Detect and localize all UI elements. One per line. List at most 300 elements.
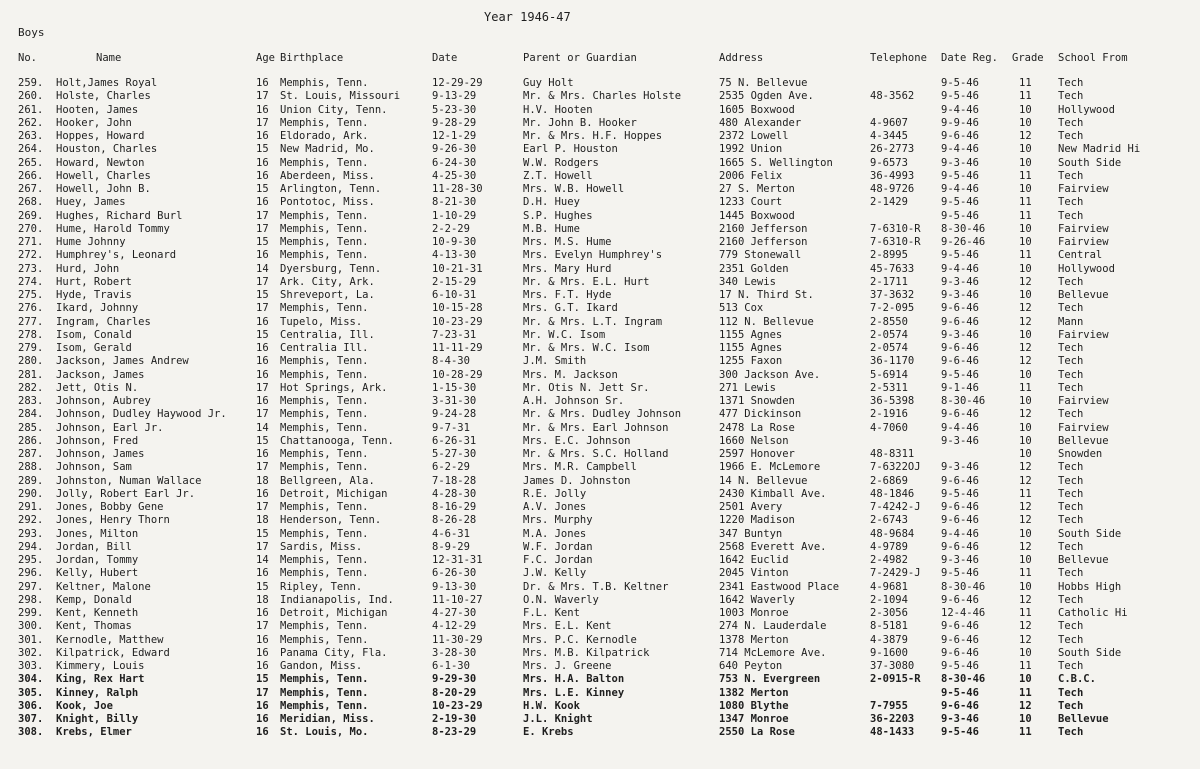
date-registered: 9-9-46 <box>941 116 979 129</box>
birthplace: Memphis, Tenn. <box>280 567 369 580</box>
date-registered: 9-6-46 <box>941 130 979 142</box>
row-number: 264. <box>18 143 44 156</box>
row-number: 267. <box>18 183 44 195</box>
address: 2597 Honover <box>719 448 795 460</box>
birthplace: Memphis, Tenn. <box>280 527 369 540</box>
school-from: Fairview <box>1058 328 1109 341</box>
school-from: Tech <box>1058 90 1084 103</box>
age: 15 <box>256 434 269 447</box>
telephone: 4-9789 <box>870 540 908 553</box>
birthplace: Ark. City, Ark. <box>280 275 375 288</box>
date-registered: 9-4-46 <box>941 421 979 434</box>
parent-guardian: F.C. Jordan <box>523 554 593 566</box>
table-row <box>0 90 1200 103</box>
table-row <box>0 355 1200 368</box>
table-row <box>0 342 1200 355</box>
birthplace: Meridian, Miss. <box>280 713 375 725</box>
header-date: Date <box>432 52 458 64</box>
parent-guardian: Mr. Otis N. Jett Sr. <box>523 381 650 394</box>
birth-date: 10-21-31 <box>432 262 483 275</box>
parent-guardian: Mrs. J. Greene <box>523 660 612 672</box>
parent-guardian: J.L. Knight <box>523 713 593 725</box>
student-name: Kemp, Donald <box>56 593 132 606</box>
telephone: 2-1094 <box>870 593 908 606</box>
birth-date: 8-23-29 <box>432 726 477 739</box>
grade: 11 <box>1019 607 1032 619</box>
birth-date: 9-29-30 <box>432 673 477 686</box>
school-from: C.B.C. <box>1058 673 1096 686</box>
birthplace: Memphis, Tenn. <box>280 156 369 169</box>
table-row <box>0 369 1200 382</box>
date-registered: 9-5-46 <box>941 726 979 739</box>
telephone: 4-9681 <box>870 580 908 593</box>
header-parent: Parent or Guardian <box>523 52 637 64</box>
telephone: 48-1846 <box>870 487 915 500</box>
address: 1642 Waverly <box>719 593 795 606</box>
age: 17 <box>256 90 269 103</box>
student-name: Hoppes, Howard <box>56 130 145 142</box>
row-number: 289. <box>18 474 44 487</box>
school-from: Fairview <box>1058 395 1109 407</box>
parent-guardian: Mr. & Mrs. Dudley Johnson <box>523 408 682 421</box>
row-number: 304. <box>18 673 44 686</box>
date-registered: 9-5-46 <box>941 90 979 103</box>
date-registered: 9-6-46 <box>941 646 979 659</box>
telephone: 4-7060 <box>870 421 908 434</box>
date-registered: 9-6-46 <box>941 620 979 633</box>
table-row <box>0 673 1200 686</box>
address: 2160 Jefferson <box>719 222 808 235</box>
row-number: 296. <box>18 567 44 580</box>
telephone: 48-1433 <box>870 726 915 739</box>
grade: 12 <box>1019 408 1032 421</box>
row-number: 275. <box>18 289 44 301</box>
header-date-reg: Date Reg. <box>941 52 998 64</box>
row-number: 302. <box>18 646 44 659</box>
row-number: 266. <box>18 169 44 182</box>
age: 16 <box>256 567 269 580</box>
birthplace: Memphis, Tenn. <box>280 395 369 407</box>
telephone: 7-4242-J <box>870 501 921 513</box>
birth-date: 11-28-30 <box>432 183 483 195</box>
date-registered: 9-3-46 <box>941 461 979 474</box>
birth-date: 10-28-29 <box>432 368 483 381</box>
telephone: 37-3632 <box>870 289 915 301</box>
telephone: 2-1711 <box>870 275 908 288</box>
telephone: 2-5311 <box>870 381 908 394</box>
age: 17 <box>256 222 269 235</box>
telephone: 4-3445 <box>870 130 908 142</box>
grade: 11 <box>1019 169 1032 182</box>
date-registered: 9-5-46 <box>941 686 979 699</box>
birthplace: Detroit, Michigan <box>280 607 388 619</box>
table-row <box>0 170 1200 183</box>
telephone: 2-1429 <box>870 196 908 209</box>
age: 16 <box>256 196 269 209</box>
grade: 12 <box>1019 342 1032 354</box>
date-registered: 9-6-46 <box>941 699 979 712</box>
birth-date: 3-28-30 <box>432 646 477 659</box>
birthplace: Memphis, Tenn. <box>280 699 369 712</box>
age: 16 <box>256 156 269 169</box>
birth-date: 5-23-30 <box>432 103 477 116</box>
grade: 10 <box>1019 580 1032 593</box>
student-name: Howell, John B. <box>56 183 151 195</box>
age: 15 <box>256 183 269 195</box>
age: 16 <box>256 249 269 262</box>
telephone: 36-4993 <box>870 169 915 182</box>
parent-guardian: Mr. & Mrs. W.C. Isom <box>523 342 650 354</box>
age: 17 <box>256 686 269 699</box>
birth-date: 7-23-31 <box>432 328 477 341</box>
address: 1255 Faxon <box>719 355 783 368</box>
student-name: Kimmery, Louis <box>56 660 145 672</box>
birth-date: 7-18-28 <box>432 474 477 487</box>
header-age: Age <box>256 52 275 64</box>
birthplace: Detroit, Michigan <box>280 487 388 500</box>
row-number: 262. <box>18 116 44 129</box>
grade: 11 <box>1019 660 1032 672</box>
address: 2550 La Rose <box>719 726 795 739</box>
telephone: 48-9726 <box>870 183 915 195</box>
row-number: 285. <box>18 421 44 434</box>
age: 16 <box>256 342 269 354</box>
parent-guardian: W.W. Rodgers <box>523 156 599 169</box>
school-from: Central <box>1058 249 1103 262</box>
birthplace: Memphis, Tenn. <box>280 554 369 566</box>
row-number: 276. <box>18 302 44 315</box>
school-from: Bellevue <box>1058 289 1109 301</box>
row-number: 260. <box>18 90 44 103</box>
parent-guardian: Mrs. M.R. Campbell <box>523 461 637 474</box>
school-from: Tech <box>1058 302 1084 315</box>
birthplace: Memphis, Tenn. <box>280 408 369 421</box>
student-name: Isom, Conald <box>56 328 132 341</box>
age: 16 <box>256 315 269 328</box>
student-name: Isom, Gerald <box>56 342 132 354</box>
address: 477 Dickinson <box>719 408 802 421</box>
telephone: 8-5181 <box>870 620 908 633</box>
table-row <box>0 117 1200 130</box>
birthplace: Memphis, Tenn. <box>280 448 369 460</box>
address: 1382 Merton <box>719 686 789 699</box>
birth-date: 4-12-29 <box>432 620 477 633</box>
telephone: 48-9684 <box>870 527 915 540</box>
table-row <box>0 236 1200 249</box>
address: 1378 Merton <box>719 633 789 646</box>
date-registered: 8-30-46 <box>941 673 986 686</box>
table-row <box>0 660 1200 673</box>
grade: 12 <box>1019 633 1032 646</box>
age: 17 <box>256 116 269 129</box>
birthplace: Memphis, Tenn. <box>280 249 369 262</box>
birth-date: 9-13-29 <box>432 90 477 103</box>
row-number: 295. <box>18 554 44 566</box>
date-registered: 9-3-46 <box>941 156 979 169</box>
age: 16 <box>256 355 269 368</box>
grade: 12 <box>1019 699 1032 712</box>
student-name: Hooten, James <box>56 103 139 116</box>
telephone: 45-7633 <box>870 262 915 275</box>
student-name: Ikard, Johnny <box>56 302 139 315</box>
birthplace: Panama City, Fla. <box>280 646 388 659</box>
age: 16 <box>256 448 269 460</box>
row-number: 291. <box>18 501 44 513</box>
row-number: 283. <box>18 395 44 407</box>
date-registered: 9-5-46 <box>941 209 979 222</box>
row-number: 261. <box>18 103 44 116</box>
date-registered: 8-30-46 <box>941 395 986 407</box>
birthplace: Tupelo, Miss. <box>280 315 363 328</box>
header-birthplace: Birthplace <box>280 52 344 64</box>
table-row <box>0 647 1200 660</box>
student-name: Johnson, Earl Jr. <box>56 421 164 434</box>
date-registered: 9-4-46 <box>941 527 979 540</box>
table-row <box>0 501 1200 514</box>
grade: 11 <box>1019 487 1032 500</box>
birthplace: Ripley, Tenn. <box>280 580 363 593</box>
birthplace: Memphis, Tenn. <box>280 461 369 474</box>
student-name: Hume Johnny <box>56 236 126 248</box>
age: 15 <box>256 673 269 686</box>
birth-date: 9-13-30 <box>432 580 477 593</box>
student-name: Humphrey's, Leonard <box>56 249 177 262</box>
address: 1003 Monroe <box>719 607 789 619</box>
date-registered: 9-3-46 <box>941 289 979 301</box>
date-registered: 9-6-46 <box>941 633 979 646</box>
age: 15 <box>256 527 269 540</box>
row-number: 307. <box>18 713 44 725</box>
table-row <box>0 104 1200 117</box>
date-registered: 9-5-46 <box>941 249 979 262</box>
school-from: South Side <box>1058 527 1122 540</box>
address: 2006 Felix <box>719 169 783 182</box>
age: 16 <box>256 633 269 646</box>
row-number: 306. <box>18 699 44 712</box>
grade: 10 <box>1019 434 1032 447</box>
row-number: 292. <box>18 514 44 527</box>
student-name: Johnson, Sam <box>56 461 132 474</box>
row-number: 265. <box>18 156 44 169</box>
birthplace: Pontotoc, Miss. <box>280 196 375 209</box>
grade: 10 <box>1019 328 1032 341</box>
address: 14 N. Bellevue <box>719 474 808 487</box>
telephone: 36-2203 <box>870 713 915 725</box>
school-from: Tech <box>1058 461 1084 474</box>
row-number: 298. <box>18 593 44 606</box>
header-school-from: School From <box>1058 52 1128 64</box>
address: 271 Lewis <box>719 381 776 394</box>
school-from: Tech <box>1058 381 1084 394</box>
student-name: Hurd, John <box>56 262 120 275</box>
row-number: 281. <box>18 368 44 381</box>
birth-date: 6-10-31 <box>432 289 477 301</box>
grade: 10 <box>1019 156 1032 169</box>
age: 17 <box>256 540 269 553</box>
row-number: 290. <box>18 487 44 500</box>
parent-guardian: Mr. & Mrs. Earl Johnson <box>523 421 669 434</box>
birthplace: Memphis, Tenn. <box>280 686 369 699</box>
parent-guardian: M.B. Hume <box>523 222 580 235</box>
age: 17 <box>256 302 269 315</box>
parent-guardian: S.P. Hughes <box>523 209 593 222</box>
telephone: 2-8550 <box>870 315 908 328</box>
row-number: 279. <box>18 342 44 354</box>
birth-date: 4-27-30 <box>432 607 477 619</box>
address: 1660 Nelson <box>719 434 789 447</box>
birthplace: Henderson, Tenn. <box>280 514 382 527</box>
date-registered: 9-5-46 <box>941 567 979 580</box>
parent-guardian: Mrs. P.C. Kernodle <box>523 633 637 646</box>
parent-guardian: Z.T. Howell <box>523 169 593 182</box>
birthplace: Memphis, Tenn. <box>280 421 369 434</box>
parent-guardian: Guy Holt <box>523 77 574 89</box>
address: 1347 Monroe <box>719 713 789 725</box>
grade: 11 <box>1019 249 1032 262</box>
birthplace: Union City, Tenn. <box>280 103 388 116</box>
row-number: 308. <box>18 726 44 739</box>
school-from: Mann <box>1058 315 1084 328</box>
student-name: Johnson, Aubrey <box>56 395 151 407</box>
age: 17 <box>256 209 269 222</box>
birthplace: Indianapolis, Ind. <box>280 593 394 606</box>
parent-guardian: A.V. Jones <box>523 501 587 513</box>
birth-date: 5-27-30 <box>432 448 477 460</box>
header-name: Name <box>96 52 122 64</box>
school-from: Fairview <box>1058 222 1109 235</box>
parent-guardian: O.N. Waverly <box>523 593 599 606</box>
school-from: Catholic Hi <box>1058 607 1128 619</box>
table-row <box>0 143 1200 156</box>
birthplace: Chattanooga, Tenn. <box>280 434 394 447</box>
student-name: Kilpatrick, Edward <box>56 646 170 659</box>
student-name: Jones, Milton <box>56 527 139 540</box>
table-row <box>0 183 1200 196</box>
parent-guardian: Mr. & Mrs. S.C. Holland <box>523 448 669 460</box>
birthplace: St. Louis, Mo. <box>280 726 369 739</box>
row-number: 297. <box>18 580 44 593</box>
birth-date: 1-10-29 <box>432 209 477 222</box>
telephone: 7-2429-J <box>870 567 921 580</box>
student-name: Kernodle, Matthew <box>56 633 164 646</box>
parent-guardian: Mrs. M.B. Kilpatrick <box>523 646 650 659</box>
table-row <box>0 157 1200 170</box>
parent-guardian: J.M. Smith <box>523 355 587 368</box>
telephone: 4-3879 <box>870 633 908 646</box>
school-from: Tech <box>1058 633 1084 646</box>
birthplace: Memphis, Tenn. <box>280 673 369 686</box>
birth-date: 4-28-30 <box>432 487 477 500</box>
birth-date: 2-15-29 <box>432 275 477 288</box>
table-row <box>0 289 1200 302</box>
age: 18 <box>256 593 269 606</box>
row-number: 299. <box>18 607 44 619</box>
address: 1155 Agnes <box>719 328 783 341</box>
address: 1992 Union <box>719 143 783 156</box>
address: 2430 Kimball Ave. <box>719 487 827 500</box>
grade: 11 <box>1019 381 1032 394</box>
birth-date: 8-16-29 <box>432 501 477 513</box>
birthplace: Centralia Ill. <box>280 342 369 354</box>
age: 15 <box>256 289 269 301</box>
grade: 10 <box>1019 289 1032 301</box>
birthplace: Memphis, Tenn. <box>280 633 369 646</box>
student-name: Johnson, James <box>56 448 145 460</box>
birthplace: Sardis, Miss. <box>280 540 363 553</box>
telephone: 7-7955 <box>870 699 908 712</box>
grade: 10 <box>1019 103 1032 116</box>
row-number: 277. <box>18 315 44 328</box>
header-no: No. <box>18 52 37 64</box>
birth-date: 2-19-30 <box>432 713 477 725</box>
parent-guardian: Mr. & Mrs. H.F. Hoppes <box>523 130 663 142</box>
date-registered: 9-4-46 <box>941 262 979 275</box>
school-from: Fairview <box>1058 421 1109 434</box>
table-row <box>0 713 1200 726</box>
school-from: South Side <box>1058 646 1122 659</box>
table-row <box>0 196 1200 209</box>
birth-date: 11-10-27 <box>432 593 483 606</box>
parent-guardian: Mrs. E.L. Kent <box>523 620 612 633</box>
telephone: 7-6310-R <box>870 222 921 235</box>
parent-guardian: Mr. John B. Hooker <box>523 116 637 129</box>
grade: 12 <box>1019 302 1032 315</box>
birth-date: 11-11-29 <box>432 342 483 354</box>
birth-date: 11-30-29 <box>432 633 483 646</box>
school-from: Snowden <box>1058 448 1103 460</box>
grade: 11 <box>1019 90 1032 103</box>
grade: 12 <box>1019 593 1032 606</box>
birthplace: Memphis, Tenn. <box>280 368 369 381</box>
telephone: 48-3562 <box>870 90 915 103</box>
row-number: 270. <box>18 222 44 235</box>
birth-date: 10-23-29 <box>432 699 483 712</box>
telephone: 7-2-095 <box>870 302 915 315</box>
student-name: Jolly, Robert Earl Jr. <box>56 487 196 500</box>
address: 480 Alexander <box>719 116 802 129</box>
parent-guardian: E. Krebs <box>523 726 574 739</box>
parent-guardian: Mrs. Mary Hurd <box>523 262 612 275</box>
birthplace: Memphis, Tenn. <box>280 620 369 633</box>
parent-guardian: Mr. & Mrs. L.T. Ingram <box>523 315 663 328</box>
birthplace: Dyersburg, Tenn. <box>280 262 382 275</box>
student-name: Johnson, Dudley Haywood Jr. <box>56 408 227 421</box>
birthplace: Shreveport, La. <box>280 289 375 301</box>
student-name: Krebs, Elmer <box>56 726 132 739</box>
date-registered: 8-30-46 <box>941 222 986 235</box>
telephone: 2-6743 <box>870 514 908 527</box>
birthplace: Memphis, Tenn. <box>280 209 369 222</box>
school-from: South Side <box>1058 156 1122 169</box>
address: 640 Peyton <box>719 660 783 672</box>
row-number: 293. <box>18 527 44 540</box>
birth-date: 3-31-30 <box>432 395 477 407</box>
birthplace: Memphis, Tenn. <box>280 77 369 89</box>
grade: 12 <box>1019 620 1032 633</box>
age: 16 <box>256 487 269 500</box>
birthplace: Memphis, Tenn. <box>280 222 369 235</box>
address: 1642 Euclid <box>719 554 789 566</box>
address: 753 N. Evergreen <box>719 673 821 686</box>
birth-date: 9-24-28 <box>432 408 477 421</box>
row-number: 274. <box>18 275 44 288</box>
student-name: Houston, Charles <box>56 143 158 156</box>
table-row <box>0 528 1200 541</box>
birthplace: Eldorado, Ark. <box>280 130 369 142</box>
school-from: Tech <box>1058 275 1084 288</box>
parent-guardian: Earl P. Houston <box>523 143 618 156</box>
date-registered: 9-5-46 <box>941 77 979 89</box>
